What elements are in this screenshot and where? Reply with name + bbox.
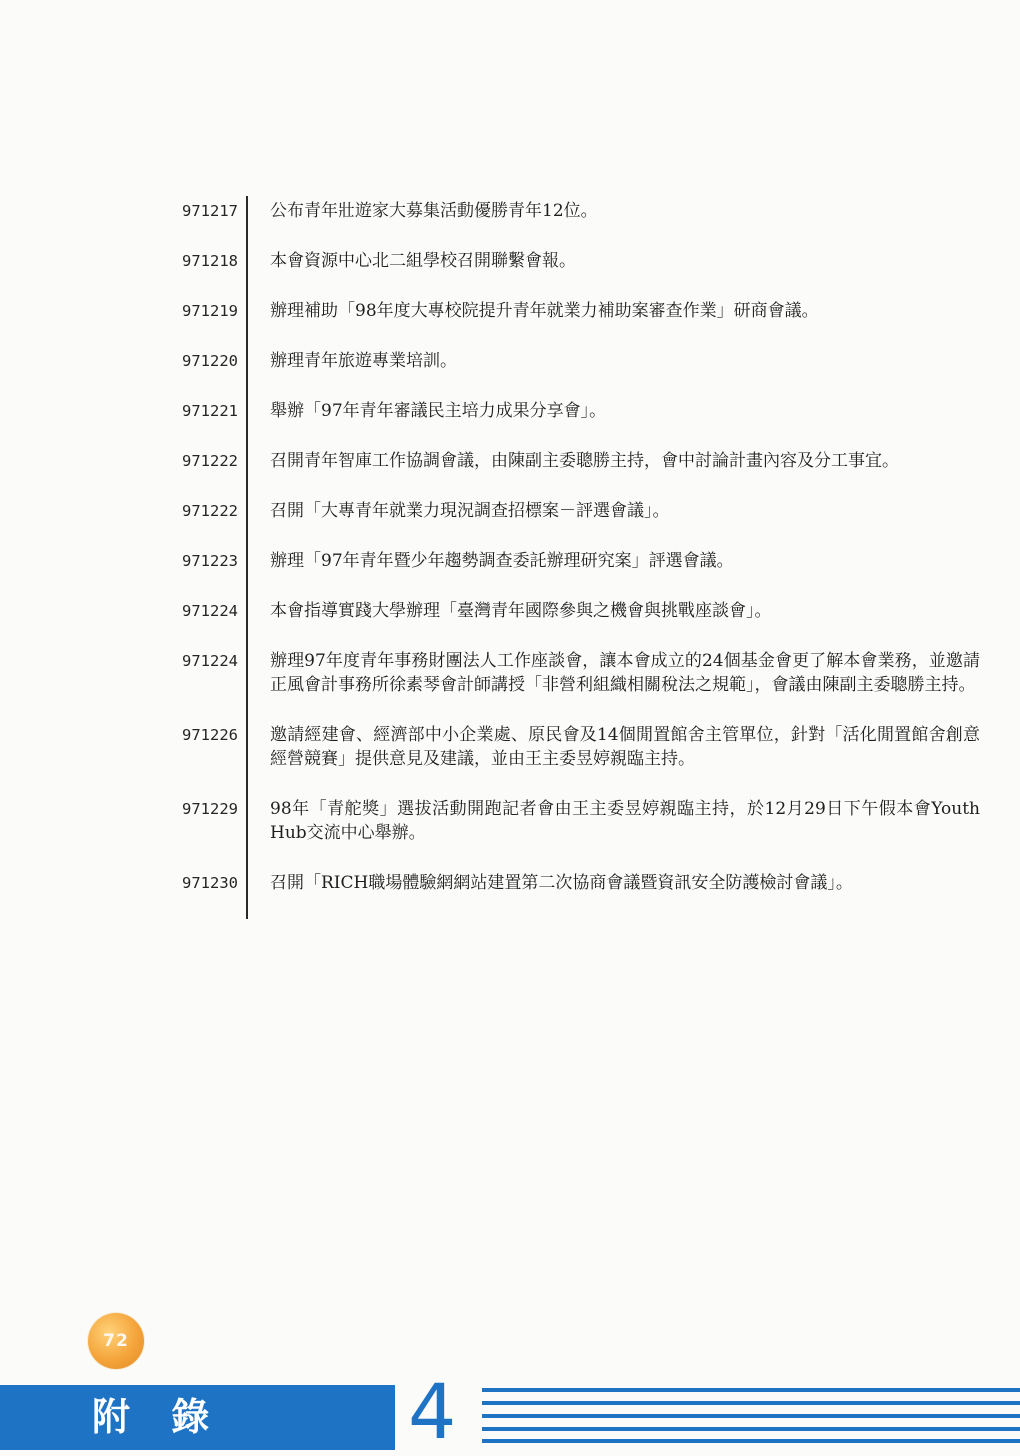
stripe-line <box>482 1439 1020 1443</box>
entry-date: 971217 <box>182 202 238 220</box>
entry-text: 辦理「97年青年暨少年趨勢調查委託辦理研究案」評選會議。 <box>270 551 734 571</box>
chronology-entry <box>150 296 980 346</box>
entry-date: 971224 <box>182 652 238 670</box>
entry-date: 971226 <box>182 726 238 744</box>
chronology-entry <box>150 646 980 720</box>
timeline-rule <box>246 396 248 446</box>
chronology-entry <box>150 396 980 446</box>
entry-date: 971224 <box>182 602 238 620</box>
entry-text: 公布青年壯遊家大募集活動優勝青年12位。 <box>270 201 598 221</box>
entry-text: 召開「RICH職場體驗網網站建置第二次協商會議暨資訊安全防護檢討會議」。 <box>270 873 853 893</box>
chronology-entry <box>150 196 980 246</box>
entry-text: 邀請經建會、經濟部中小企業處、原民會及14個閒置館舍主管單位，針對「活化閒置館舍創意經營競賽」提供意見及建議，並由王主委昱婷親臨主持。 <box>270 725 980 769</box>
timeline-rule <box>246 794 248 868</box>
entry-text: 舉辦「97年青年審議民主培力成果分享會」。 <box>270 401 607 421</box>
chronology-list <box>150 196 980 919</box>
chronology-entry <box>150 720 980 794</box>
entry-date: 971222 <box>182 502 238 520</box>
chronology-entry <box>150 246 980 296</box>
entry-text: 召開青年智庫工作協調會議，由陳副主委聰勝主持，會中討論計畫內容及分工事宜。 <box>270 451 899 471</box>
entry-date: 971220 <box>182 352 238 370</box>
entry-date: 971219 <box>182 302 238 320</box>
timeline-rule <box>246 346 248 396</box>
timeline-rule <box>246 596 248 646</box>
timeline-rule <box>246 868 248 919</box>
timeline-rule <box>246 546 248 596</box>
stripe-line <box>482 1427 1020 1431</box>
chronology-entry <box>150 346 980 396</box>
chronology-entry <box>150 868 980 919</box>
chapter-number: 4 <box>408 1367 457 1456</box>
entry-date: 971218 <box>182 252 238 270</box>
stripe-line <box>482 1414 1020 1418</box>
chronology-entry <box>150 496 980 546</box>
page-number: 72 <box>103 1331 129 1351</box>
chronology-entry <box>150 446 980 496</box>
entry-text: 辦理補助「98年度大專校院提升青年就業力補助案審查作業」研商會議。 <box>270 301 819 321</box>
stripe-line <box>482 1401 1020 1405</box>
entry-text: 本會指導實踐大學辦理「臺灣青年國際參與之機會與挑戰座談會」。 <box>270 601 772 621</box>
entry-date: 971230 <box>182 874 238 892</box>
entry-text: 98年「青舵獎」選拔活動開跑記者會由王主委昱婷親臨主持，於12月29日下午假本會Youth Hub交流中心舉辦。 <box>270 799 980 843</box>
timeline-rule <box>246 196 248 246</box>
entry-text: 本會資源中心北二組學校召開聯繫會報。 <box>270 251 576 271</box>
chronology-entry <box>150 794 980 868</box>
entry-text: 召開「大專青年就業力現況調查招標案－評選會議」。 <box>270 501 670 521</box>
timeline-rule <box>246 646 248 720</box>
timeline-rule <box>246 446 248 496</box>
timeline-rule <box>246 296 248 346</box>
timeline-rule <box>246 496 248 546</box>
entry-date: 971221 <box>182 402 238 420</box>
entry-text: 辦理青年旅遊專業培訓。 <box>270 351 457 371</box>
entry-date: 971222 <box>182 452 238 470</box>
timeline-rule <box>246 720 248 794</box>
page-number-badge <box>88 1313 144 1369</box>
timeline-rule <box>246 246 248 296</box>
footer-stripes <box>482 1388 1020 1444</box>
chronology-entry <box>150 546 980 596</box>
entry-date: 971229 <box>182 800 238 818</box>
section-label: 附 錄 <box>92 1394 224 1439</box>
chronology-entry <box>150 596 980 646</box>
stripe-line <box>482 1388 1020 1392</box>
entry-text: 辦理97年度青年事務財團法人工作座談會，讓本會成立的24個基金會更了解本會業務，並邀請正風會計事務所徐素琴會計師講授「非營利組織相關稅法之規範」，會議由陳副主委聰勝主持。 <box>270 651 980 695</box>
entry-date: 971223 <box>182 552 238 570</box>
